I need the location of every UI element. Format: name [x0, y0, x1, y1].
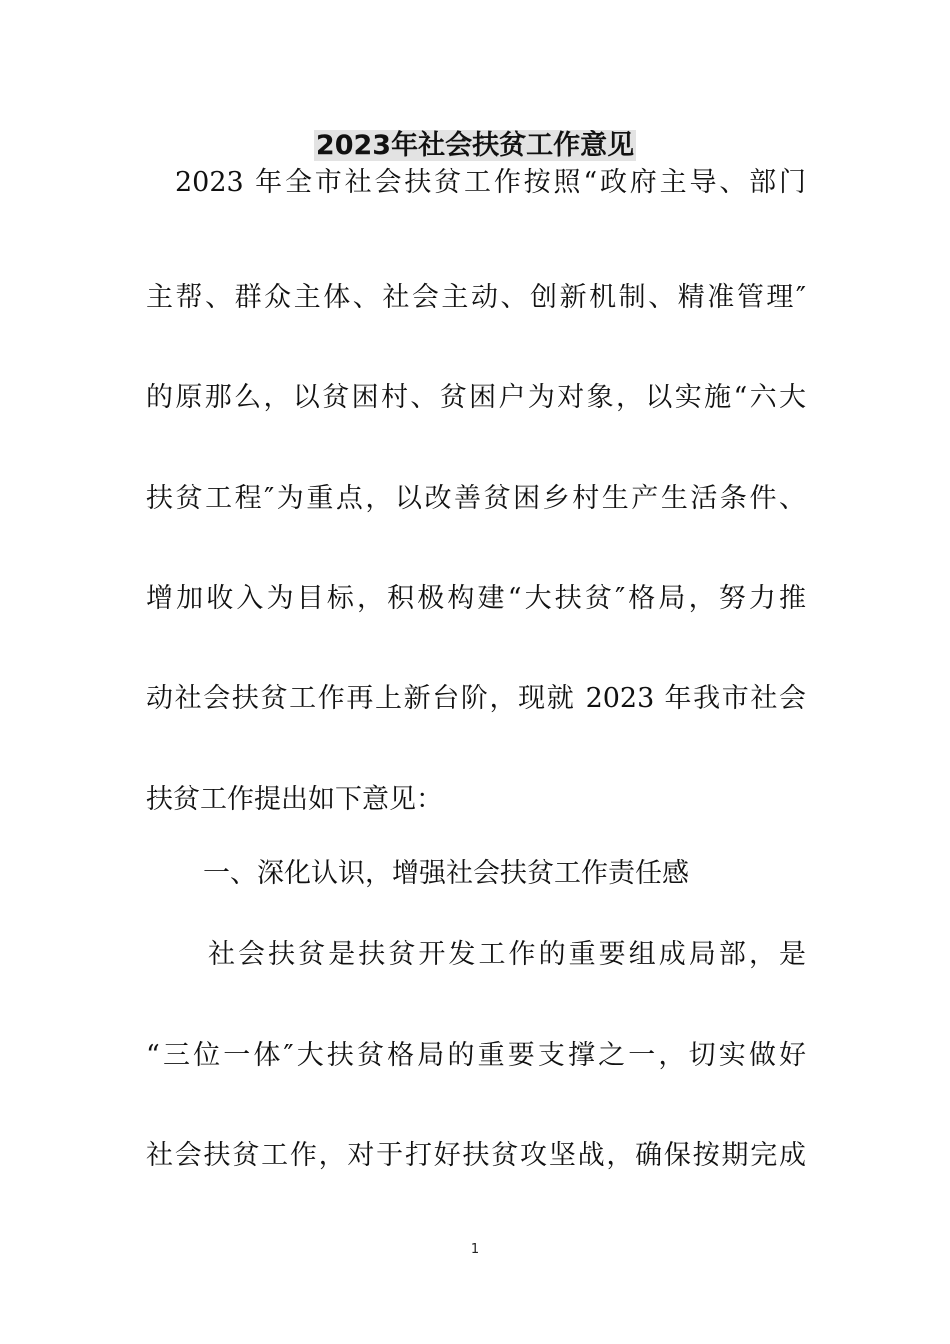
paragraph-line: 增加收入为目标，积极构建“大扶贫″格局，努力推 — [146, 583, 806, 614]
paragraph-line: 的原那么，以贫困村、贫困户为对象，以实施“六大 — [146, 382, 806, 413]
page-number: 1 — [470, 1242, 480, 1257]
paragraph-line: 扶贫工作提出如下意见： — [146, 784, 443, 815]
document-title-text: 2023年社会扶贫工作意见 — [315, 130, 635, 161]
document-title — [0, 126, 950, 166]
paragraph-line: 扶贫工程″为重点，以改善贫困乡村生产生活条件、 — [146, 483, 806, 514]
paragraph-line: 社会扶贫工作，对于打好扶贫攻坚战，确保按期完成 — [146, 1140, 806, 1171]
paragraph-line: 主帮、群众主体、社会主动、创新机制、精准管理″ — [146, 282, 806, 313]
paragraph-line: 2023 年全市社会扶贫工作按照“政府主导、部门 — [175, 167, 806, 198]
paragraph-line: “三位一体″大扶贫格局的重要支撑之一，切实做好 — [146, 1040, 806, 1071]
section-heading: 一、深化认识，增强社会扶贫工作责任感 — [203, 858, 689, 889]
paragraph-line: 动社会扶贫工作再上新台阶，现就 2023 年我市社会 — [146, 683, 806, 714]
paragraph-line: 社会扶贫是扶贫开发工作的重要组成局部，是 — [208, 939, 806, 970]
